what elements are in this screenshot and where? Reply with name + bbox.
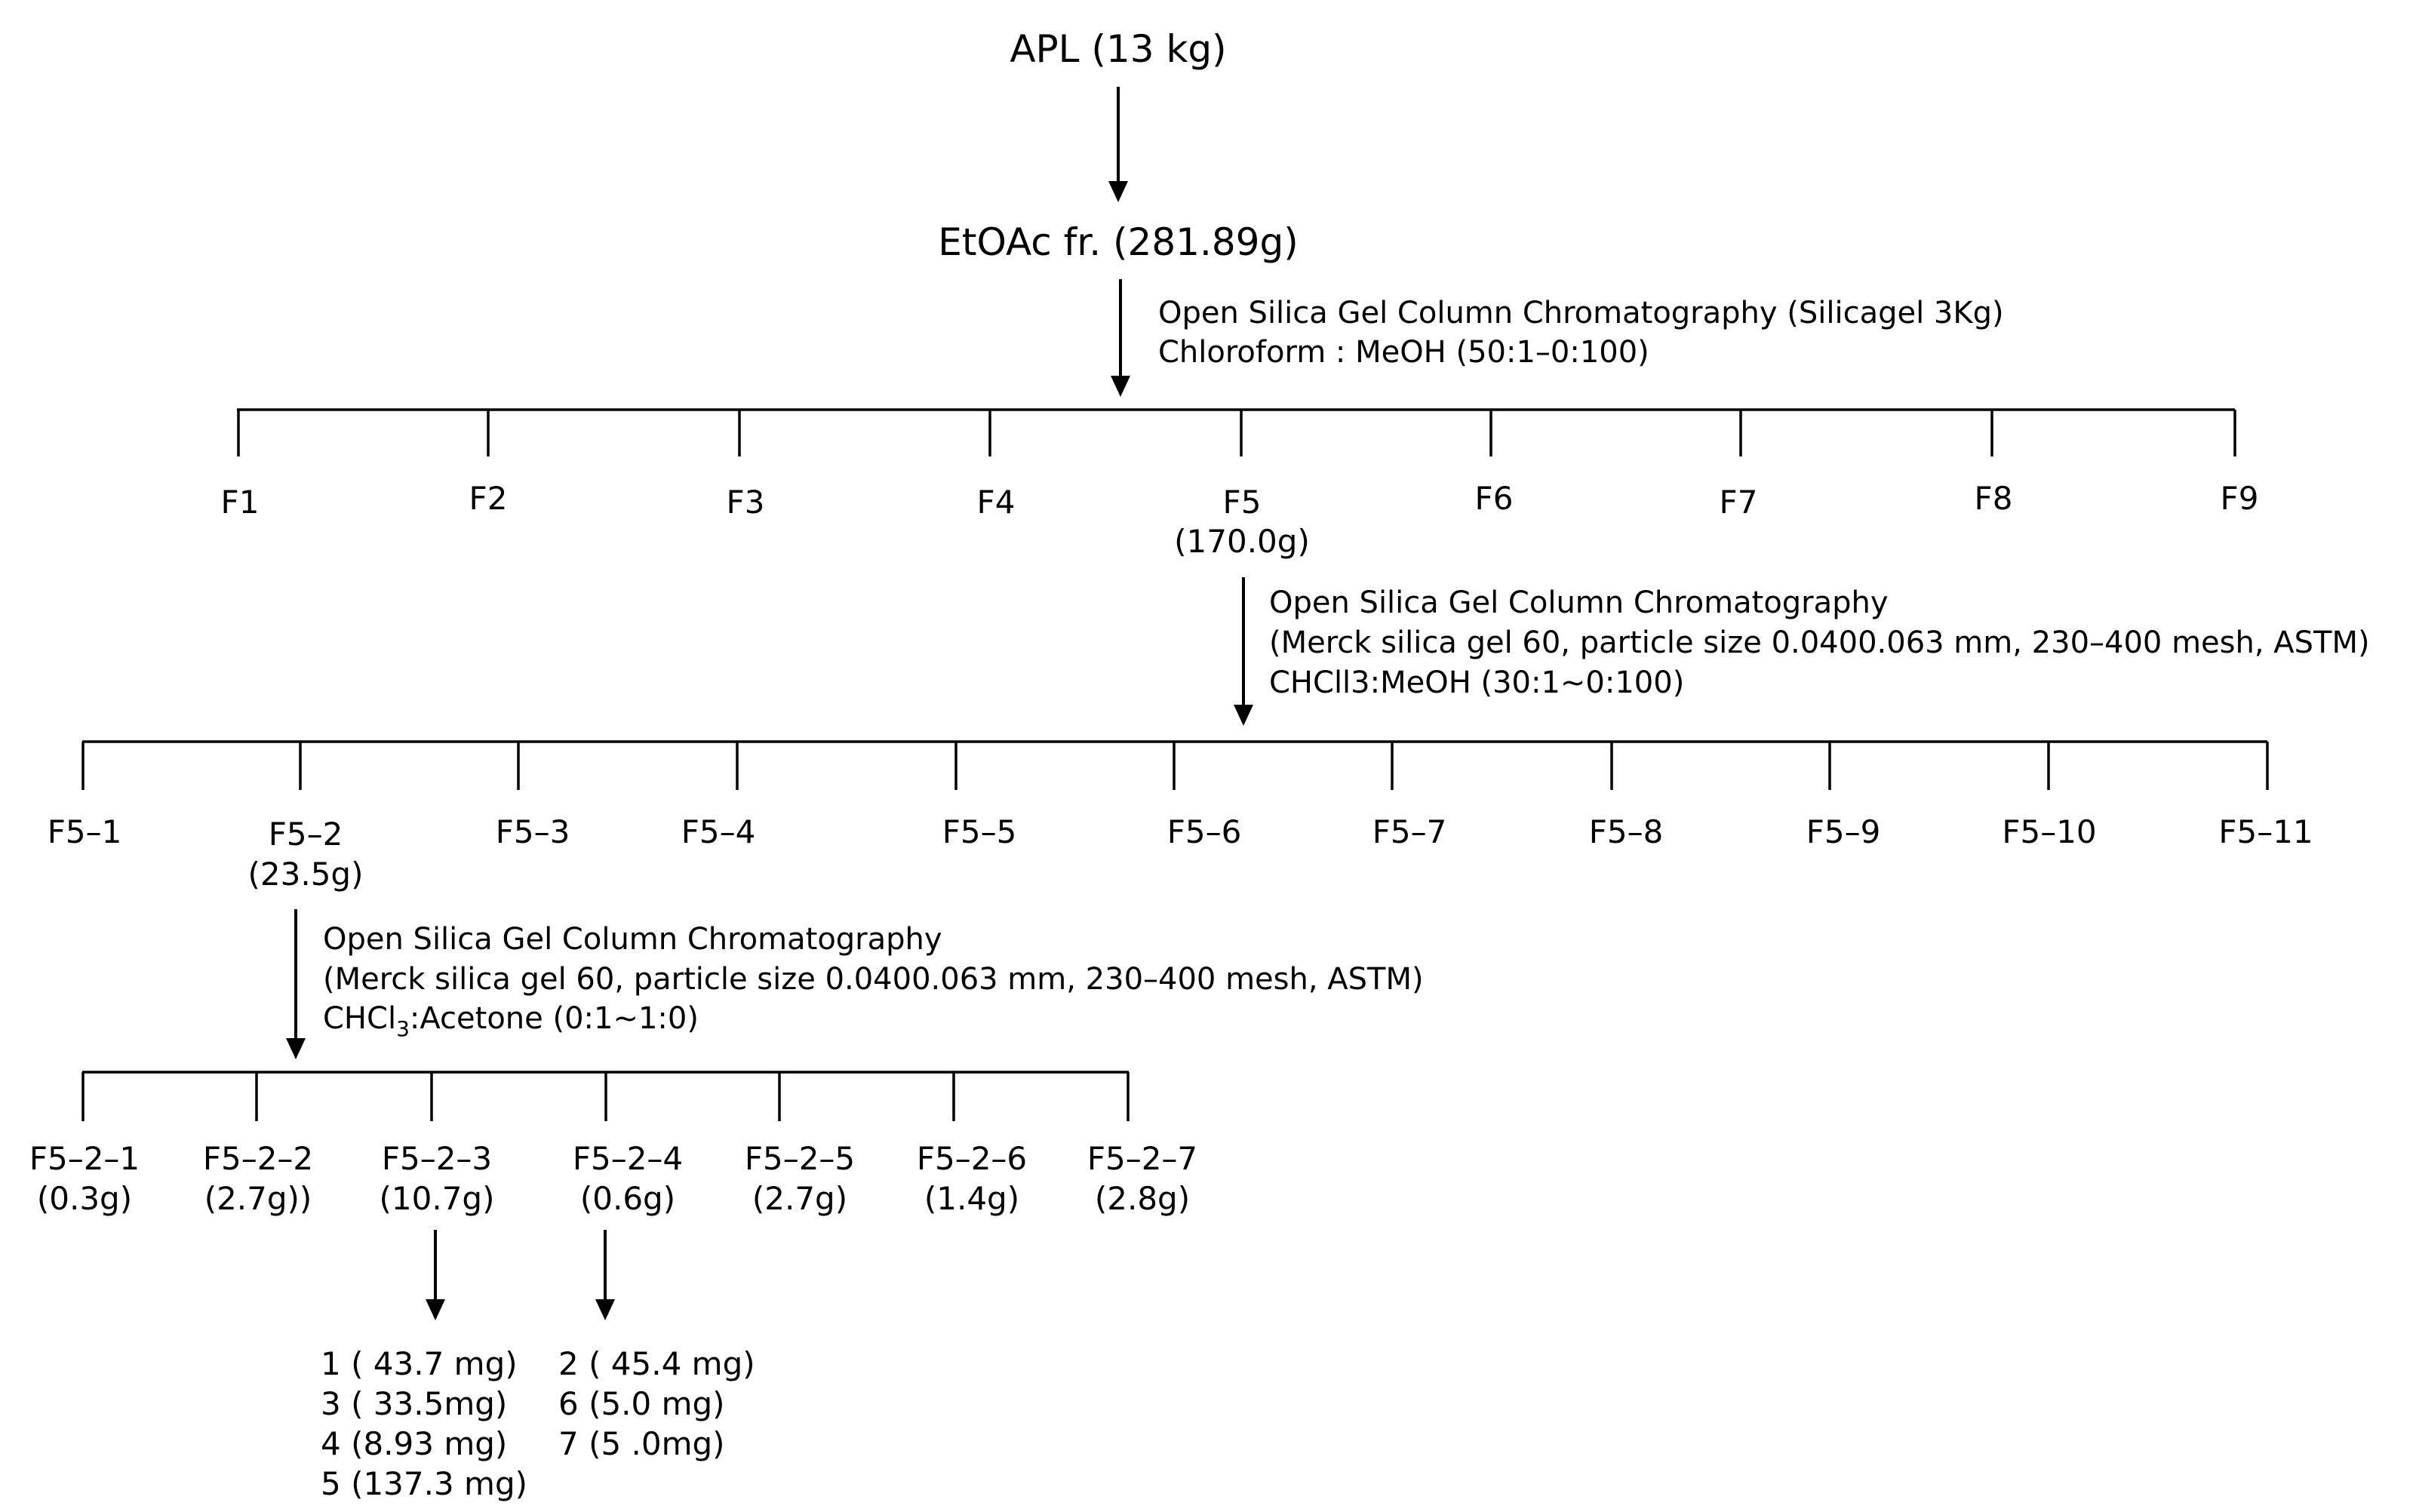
level1-labels: [221, 480, 2259, 560]
step3-method-label: Open Silica Gel Column Chromatography: [323, 922, 942, 957]
fraction-label: F5–9: [1806, 813, 1881, 850]
fraction-label: F2: [469, 480, 508, 517]
fraction-label: F5–4: [681, 813, 756, 850]
compound-item: 6 (5.0 mg): [558, 1385, 725, 1422]
fraction-mass-label: (2.8g): [1094, 1180, 1191, 1217]
step1-arrowhead: [1111, 376, 1130, 397]
step3-arrowhead: [286, 1038, 306, 1059]
fraction-label: F3: [726, 484, 765, 521]
fraction-label: F5–2–6: [916, 1140, 1028, 1177]
step3-solvent-label: CHCl$_3$:Acetone (0:1~1:0): [323, 1001, 699, 1041]
fraction-label: F5: [1222, 484, 1262, 521]
level3-labels: [29, 1140, 1197, 1217]
level2-ticks: [83, 742, 2267, 790]
fraction-label: F7: [1719, 484, 1758, 521]
fraction-mass-label: (0.3g): [36, 1180, 133, 1217]
level1-ticks: [238, 410, 2235, 456]
fraction-label: F5–3: [495, 813, 570, 850]
compounds-b-arrowhead: [595, 1299, 615, 1320]
root-node-label: APL (13 kg): [1010, 27, 1227, 71]
fraction-label: F5–11: [2218, 813, 2313, 850]
step1-solvent-label: Chloroform : MeOH (50:1–0:100): [1158, 335, 1649, 370]
fraction-label: F5–6: [1167, 813, 1242, 850]
fraction-label: F5–7: [1372, 813, 1447, 850]
fraction-mass-label: (1.4g): [924, 1180, 1020, 1217]
compound-item: 1 ( 43.7 mg): [321, 1345, 518, 1382]
step2-solvent-label: CHCll3:MeOH (30:1~0:100): [1269, 665, 1685, 700]
step1-method-label: Open Silica Gel Column Chromatography (Silicagel 3Kg): [1158, 296, 2004, 330]
fraction-label: F5–2–1: [29, 1140, 140, 1177]
level3-ticks: [83, 1072, 1128, 1121]
step3-packing-label: (Merck silica gel 60, particle size 0.0400.063 mm, 230–400 mesh, ASTM): [323, 962, 1424, 997]
fraction-label: F5–2: [268, 816, 343, 853]
fraction-label: F5–2–7: [1087, 1140, 1198, 1177]
compounds-b-list: [558, 1345, 755, 1462]
step2-packing-label: (Merck silica gel 60, particle size 0.0400.063 mm, 230–400 mesh, ASTM): [1269, 625, 2370, 660]
compound-item: 5 (137.3 mg): [321, 1465, 528, 1502]
fraction-mass-label: (2.7g)): [204, 1180, 312, 1217]
extract-node-label: EtOAc fr. (281.89g): [938, 220, 1299, 264]
fraction-label: F4: [976, 484, 1016, 521]
fraction-label: F6: [1474, 480, 1514, 517]
fraction-mass-label: (170.0g): [1174, 523, 1310, 560]
compound-item: 2 ( 45.4 mg): [558, 1345, 755, 1382]
compound-item: 4 (8.93 mg): [321, 1425, 508, 1462]
compounds-a-arrowhead: [426, 1299, 445, 1320]
fraction-label: F5–5: [942, 813, 1017, 850]
level2-labels: [48, 813, 2313, 893]
fraction-label: F5–1: [47, 813, 122, 850]
fraction-label: F1: [220, 484, 260, 521]
fraction-mass-label: (2.7g): [752, 1180, 848, 1217]
compound-item: 3 ( 33.5mg): [321, 1385, 508, 1422]
fraction-label: F9: [2220, 480, 2259, 517]
compounds-a-list: [321, 1345, 527, 1502]
fraction-label: F5–10: [2002, 813, 2097, 850]
fraction-label: F5–2–3: [381, 1140, 493, 1177]
root-to-extract-arrowhead: [1108, 181, 1128, 202]
step2-arrowhead: [1234, 705, 1253, 726]
compound-item: 7 (5 .0mg): [558, 1425, 725, 1462]
fraction-mass-label: (23.5g): [247, 856, 364, 893]
fraction-label: F5–2–4: [572, 1140, 684, 1177]
fraction-mass-label: (10.7g): [379, 1180, 495, 1217]
fraction-mass-label: (0.6g): [579, 1180, 676, 1217]
step2-method-label: Open Silica Gel Column Chromatography: [1269, 585, 1889, 620]
fraction-label: F8: [1974, 480, 2013, 517]
fraction-label: F5–2–2: [202, 1140, 314, 1177]
fraction-label: F5–8: [1588, 813, 1664, 850]
fraction-label: F5–2–5: [744, 1140, 856, 1177]
